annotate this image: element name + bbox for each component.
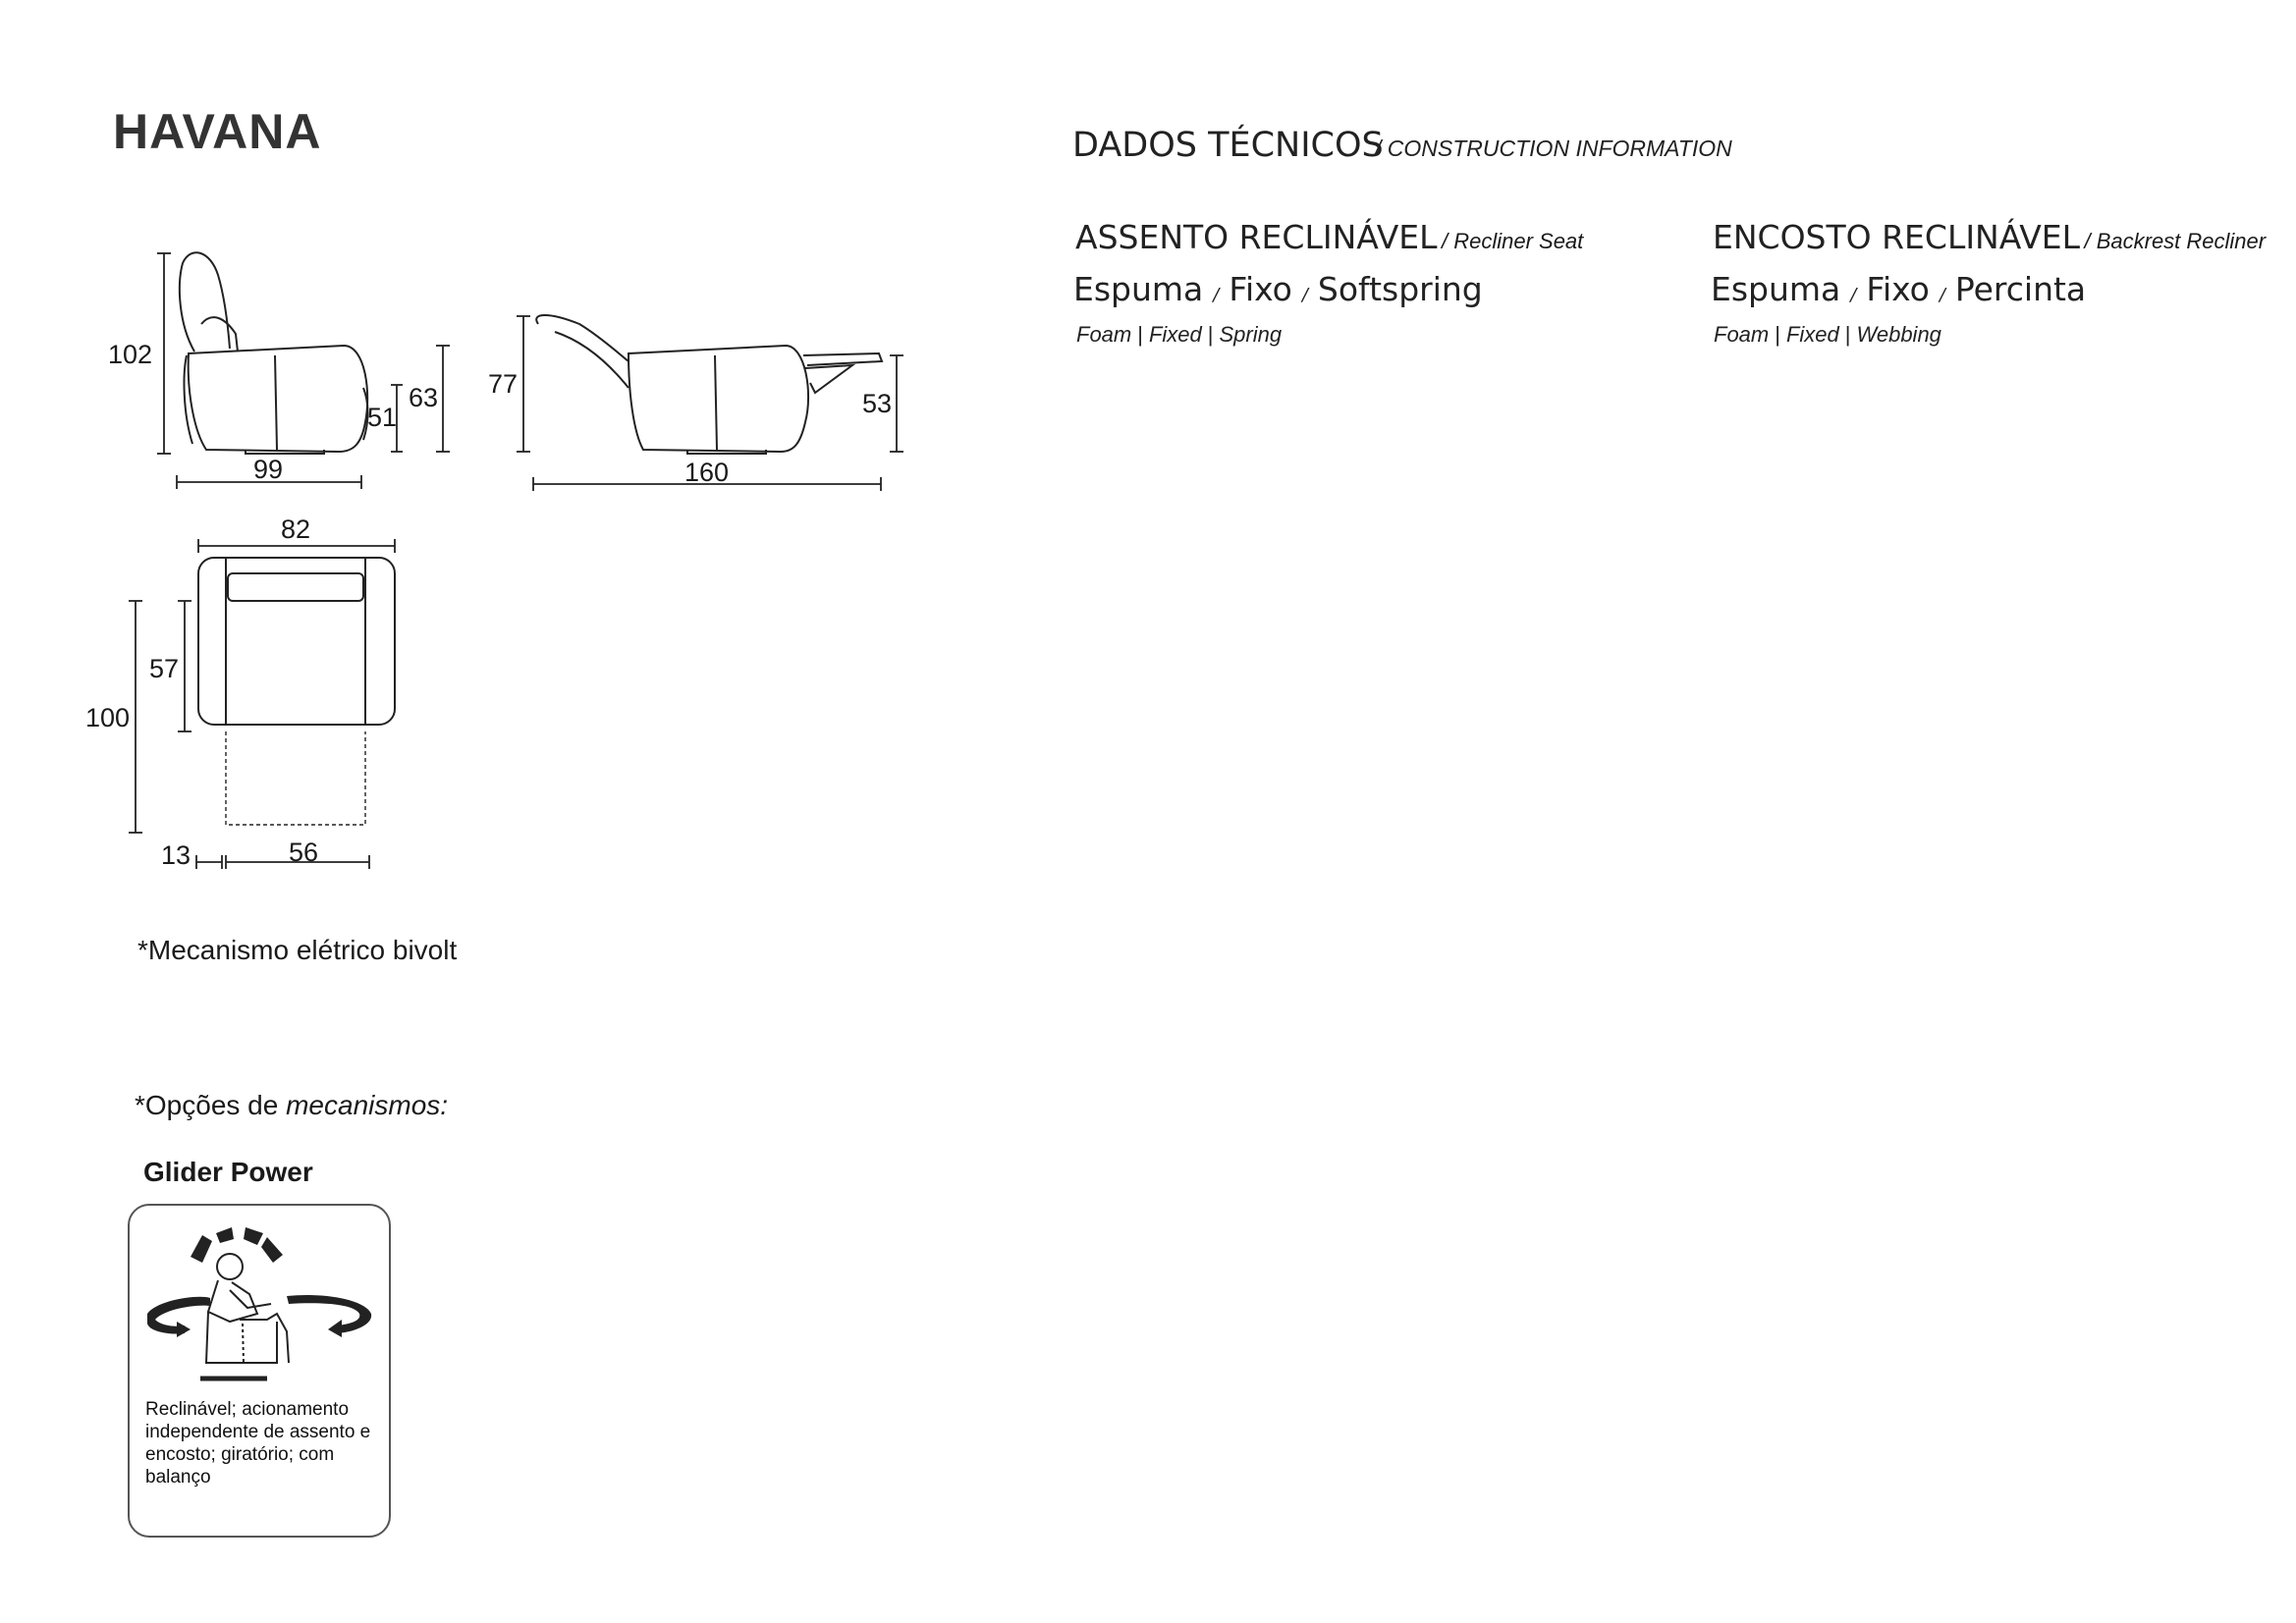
seat-section-header	[1075, 218, 1583, 256]
technical-drawings	[0, 0, 962, 884]
backrest-material-3: Percinta	[1954, 270, 2087, 308]
seat-section-title: ASSENTO RECLINÁVEL	[1075, 218, 1438, 256]
backrest-material-en-2: Fixed	[1785, 322, 1839, 347]
seat-materials: Espuma / Fixo / Softspring	[1073, 270, 1483, 308]
backrest-materials: Espuma / Fixo / Percinta	[1711, 270, 2087, 308]
technical-data-title: DADOS TÉCNICOS	[1072, 126, 1384, 165]
backrest-section-header	[1713, 218, 2266, 256]
side-view-drawing	[180, 252, 368, 454]
seat-material-3: Softspring	[1317, 270, 1483, 308]
mechanism-options-note	[135, 1090, 448, 1121]
reclined-length-label: 160	[684, 458, 730, 487]
reclined-leg-height-label: 53	[862, 389, 893, 418]
glider-power-title: Glider Power	[143, 1157, 313, 1187]
backrest-material-1: Espuma	[1711, 270, 1841, 308]
mechanism-note: *Mecanismo elétrico bivolt	[137, 935, 458, 965]
reclined-view-drawing	[536, 315, 882, 454]
backrest-materials-en: Foam | Fixed | Webbing	[1714, 322, 1941, 347]
backrest-material-2: Fixo	[1866, 270, 1930, 308]
seat-section-subtitle: / Recliner Seat	[1441, 229, 1584, 253]
backrest-material-en-1: Foam	[1714, 322, 1770, 347]
top-width-label: 82	[281, 514, 311, 544]
seat-materials-en: Foam | Fixed | Spring	[1076, 322, 1283, 347]
seat-material-en-3: Spring	[1219, 322, 1283, 347]
seat-material-1: Espuma	[1073, 270, 1204, 308]
side-height-label: 102	[108, 340, 153, 369]
seat-material-2: Fixo	[1229, 270, 1292, 308]
top-arm-width-label: 13	[161, 840, 191, 870]
top-seat-depth-label: 57	[149, 654, 180, 683]
technical-data-subtitle: / CONSTRUCTION INFORMATION	[1375, 135, 1732, 161]
side-depth-label: 99	[253, 455, 284, 484]
options-prefix: *Opções de	[135, 1090, 287, 1120]
seat-material-en-1: Foam	[1076, 322, 1132, 347]
backrest-section-subtitle: / Backrest Recliner	[2084, 229, 2267, 253]
top-total-depth-label: 100	[85, 703, 131, 732]
glider-power-description: Reclinável; acionamento independente de assento e encosto; giratório; com balanço	[145, 1399, 371, 1488]
side-seat-height-label: 51	[367, 403, 398, 432]
side-arm-height-label: 63	[409, 383, 439, 412]
backrest-section-title: ENCOSTO RECLINÁVEL	[1713, 218, 2081, 256]
glider-power-card	[128, 1204, 391, 1538]
glider-power-icon	[130, 1206, 389, 1392]
options-emphasis: mecanismos:	[286, 1090, 449, 1120]
backrest-material-en-3: Webbing	[1856, 322, 1941, 347]
top-seat-width-label: 56	[289, 838, 319, 867]
top-view-drawing	[198, 558, 395, 825]
reclined-height-label: 77	[488, 369, 519, 399]
product-title: HAVANA	[113, 104, 322, 159]
seat-material-en-2: Fixed	[1148, 322, 1202, 347]
